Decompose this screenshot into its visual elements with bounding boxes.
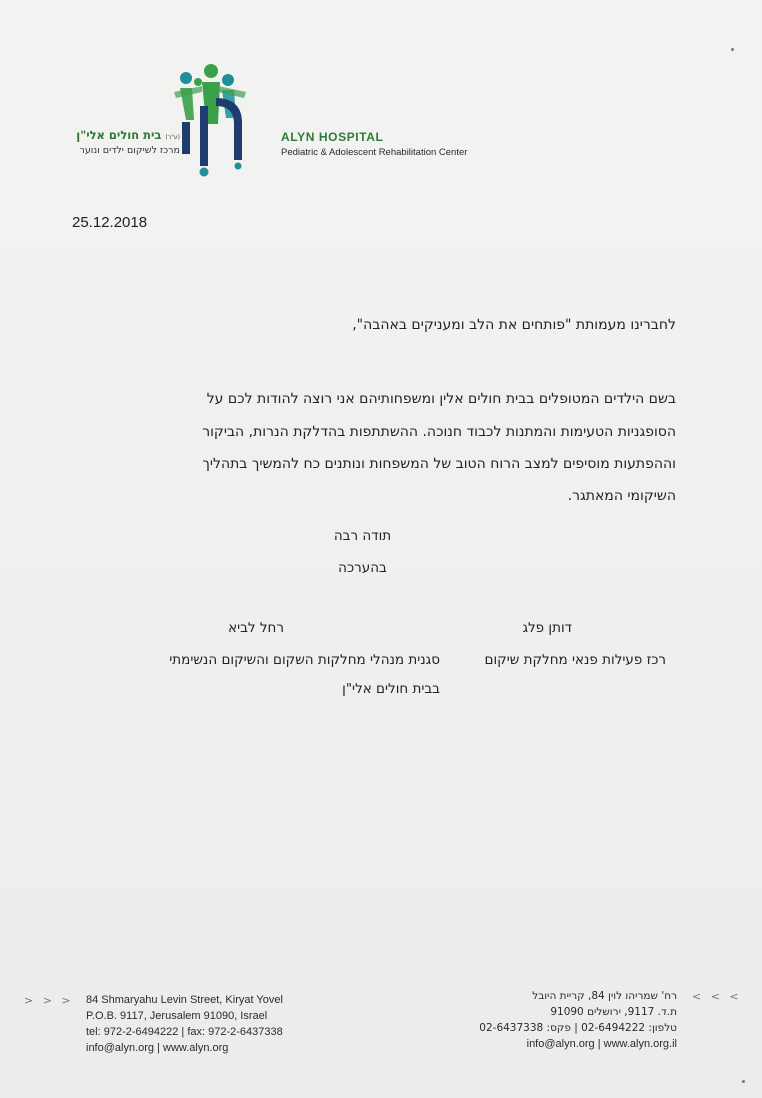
footer-hebrew-pob: ת.ד. 9117, ירושלים 91090 <box>550 1006 677 1018</box>
footer-hebrew-address: רח' שמריהו לוין 84, קריית היובל <box>532 990 677 1002</box>
signature-left-name: רחל לביא <box>228 620 284 636</box>
footer-web: info@alyn.org | www.alyn.org <box>86 1042 229 1054</box>
closing-regards: בהערכה <box>338 560 387 576</box>
letter-salutation: לחברינו מעמותת "פותחים את הלב ומעניקים באהבה", <box>352 317 676 333</box>
footer-hebrew-phones: טלפון: 02-6494222 | פקס: 02-6437338 <box>479 1022 677 1034</box>
footer-chevrons-left-icon: < < < <box>692 990 742 1003</box>
closing-thanks: תודה רבה <box>333 528 392 544</box>
hebrew-hospital-name <box>72 128 180 142</box>
signature-left-title-2: בבית חולים אלי"ן <box>342 681 440 697</box>
alyn-logo-icon <box>172 62 248 178</box>
body-line-4: השיקומי המאתגר. <box>567 488 676 504</box>
english-hospital-name: ALYN HOSPITAL <box>281 130 384 144</box>
hebrew-hospital-subtitle: מרכז לשיקום ילדים ונוער <box>79 145 180 156</box>
footer-phones: tel: 972-2-6494222 | fax: 972-2-6437338 <box>86 1026 283 1038</box>
hebrew-name-text: בית חולים אלי"ן <box>76 128 162 142</box>
english-hospital-subtitle: Pediatric & Adolescent Rehabilitation Center <box>281 147 468 158</box>
signature-right-title: רכז פעילות פנאי מחלקת שיקום <box>484 652 666 668</box>
hebrew-name-mark: (ע"ר) <box>165 134 180 141</box>
footer-pob: P.O.B. 9117, Jerusalem 91090, Israel <box>86 1010 268 1022</box>
body-line-2: הסופגניות הטעימות והמתנות לכבוד חנוכה. ההשתתפות בהדלקת הנרות, הביקור <box>202 424 676 440</box>
body-line-3: וההפתעות מוסיפים למצב הרוח הטוב של המשפחות ונותנים כח להמשיך בתהליך <box>202 456 676 472</box>
paper-speck <box>731 48 734 51</box>
letter-date: 25.12.2018 <box>72 214 148 231</box>
footer-address: 84 Shmaryahu Levin Street, Kiryat Yovel <box>86 994 283 1006</box>
footer-chevrons-right-icon: > > > <box>24 994 74 1007</box>
body-line-1: בשם הילדים המטופלים בבית חולים אלין ומשפחותיהם אני רוצה להודות לכם על <box>206 391 676 407</box>
footer-hebrew-web: info@alyn.org | www.alyn.org.il <box>526 1038 677 1050</box>
signature-right-name: דותן פלג <box>522 620 572 636</box>
paper-speck <box>742 1080 745 1083</box>
signature-left-title-1: סגנית מנהלי מחלקות השקום והשיקום הנשימתי <box>169 652 440 668</box>
